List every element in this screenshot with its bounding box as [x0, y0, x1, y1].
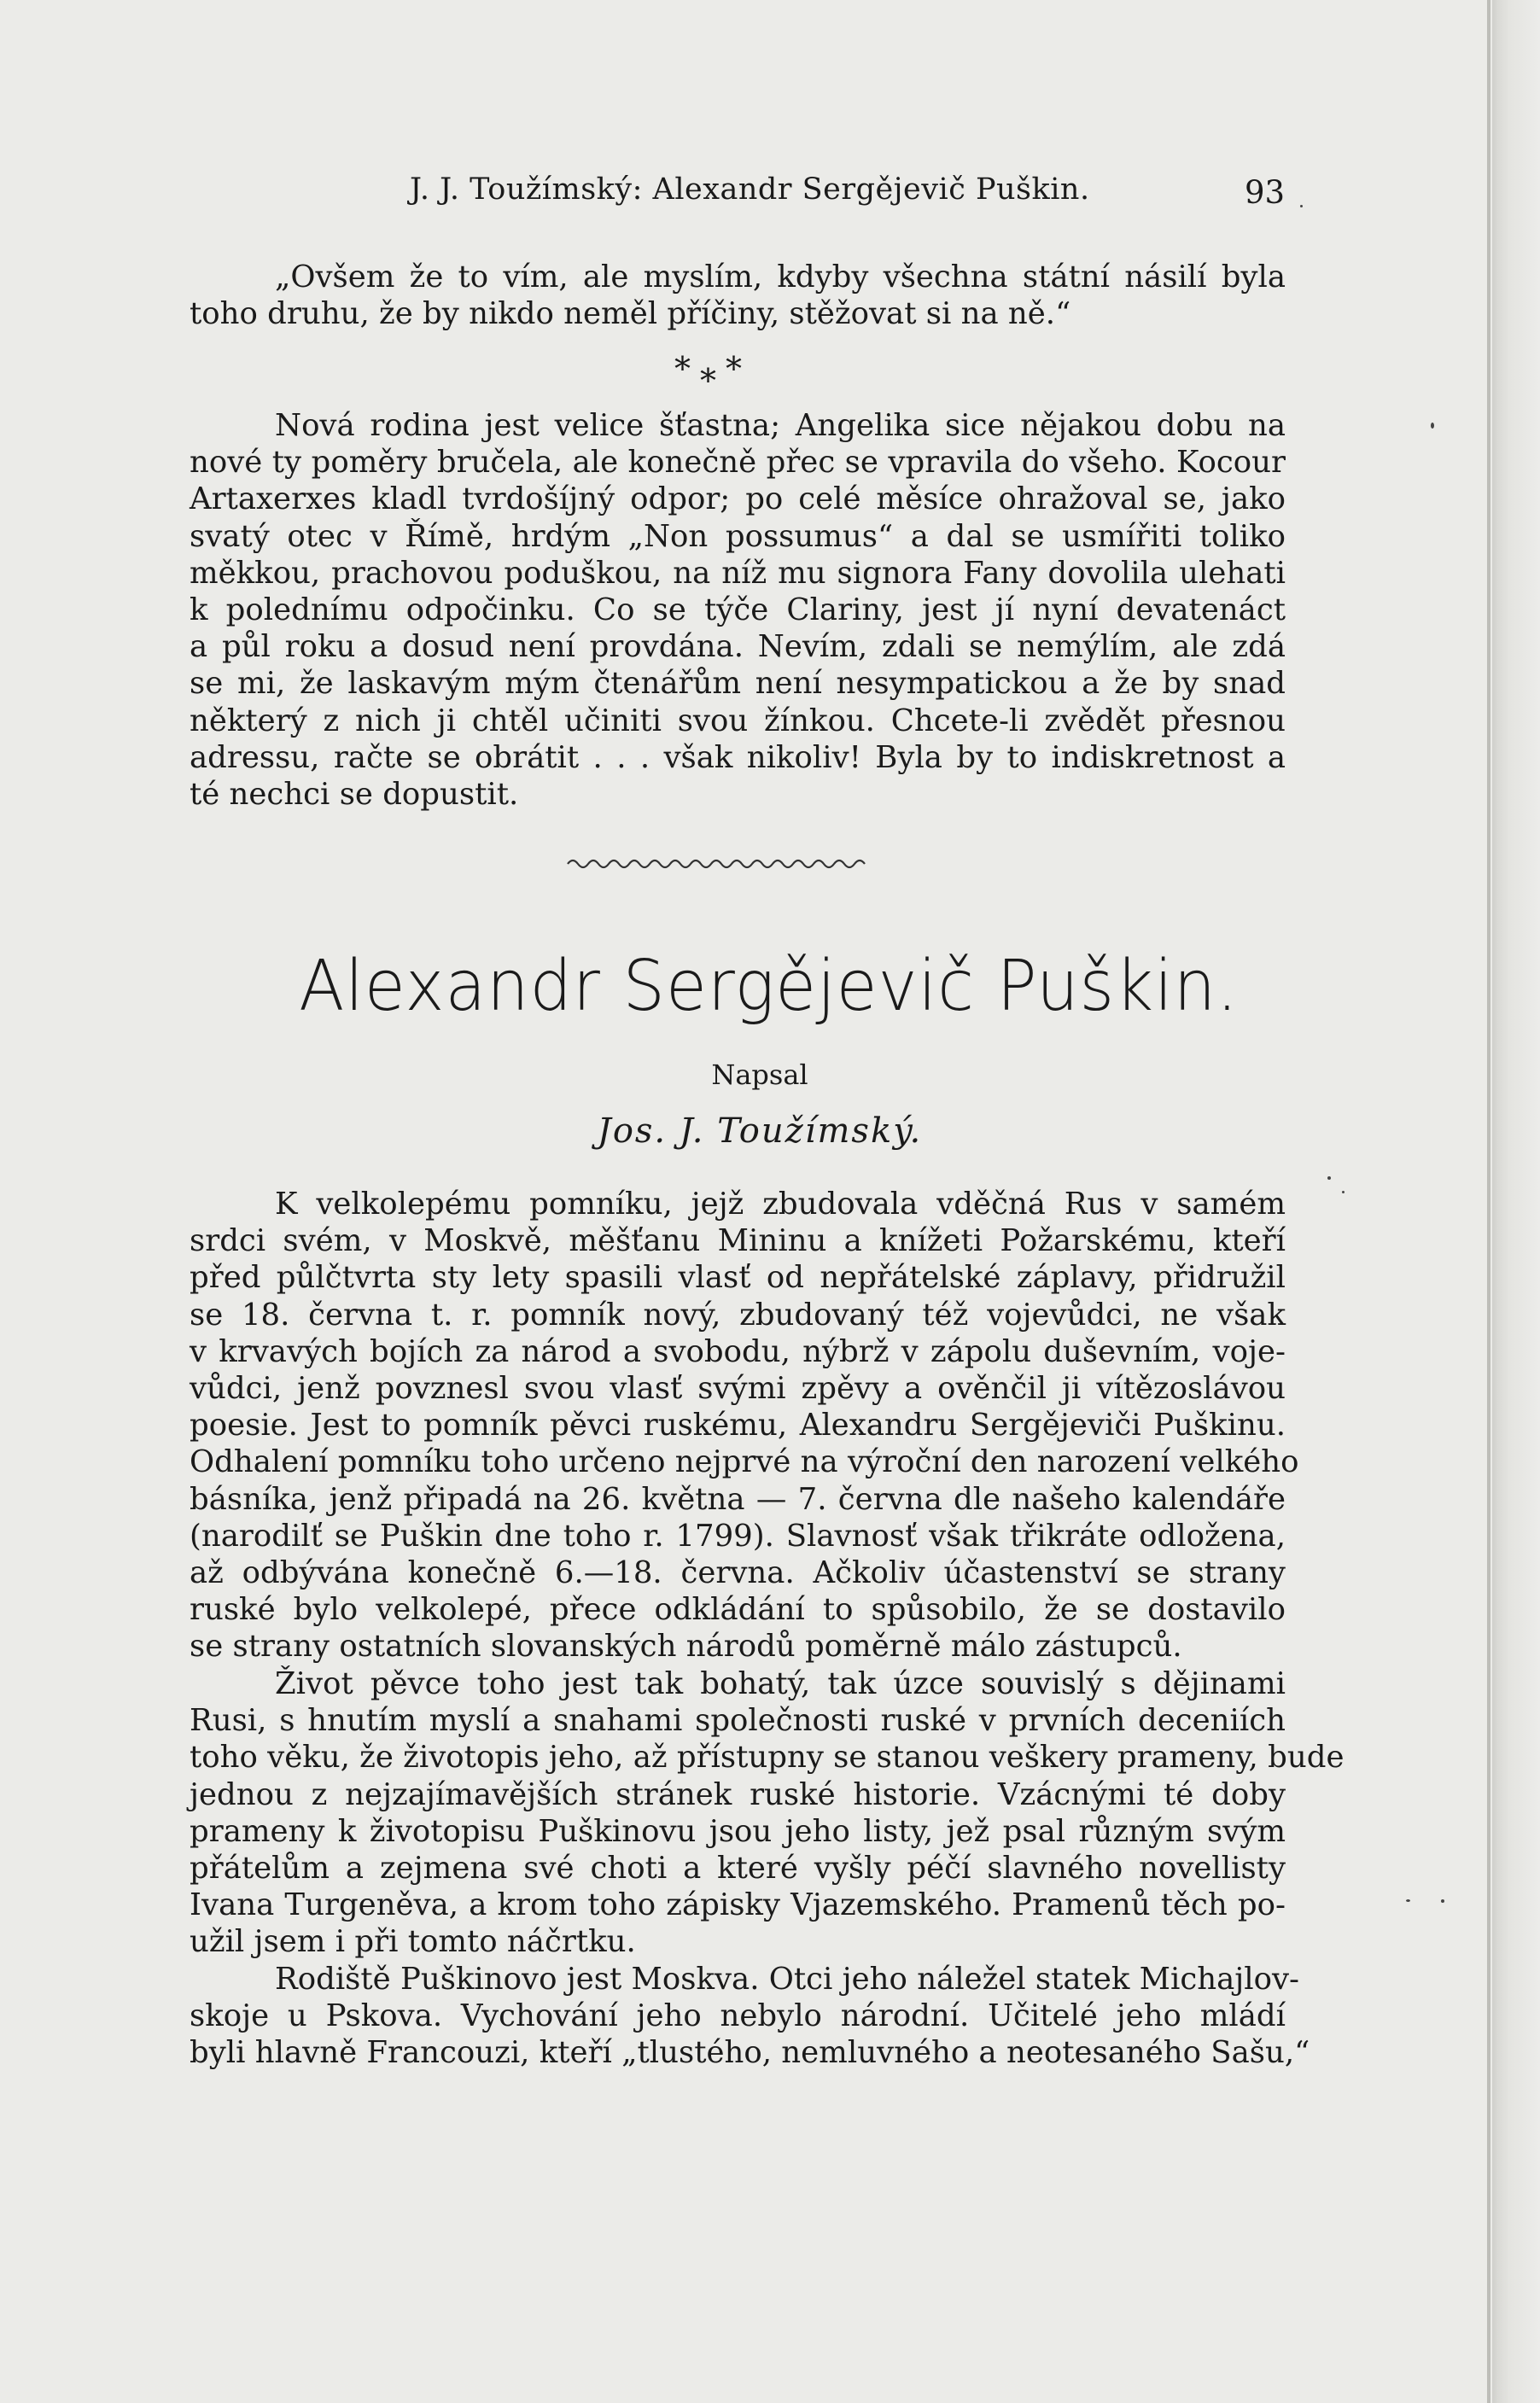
text-line: Rodiště Puškinovo jest Moskva. Otci jeho náležel statek Michajlov-	[275, 1962, 1300, 1997]
text-line: a půl roku a dosud není provdána. Nevím, zdali se nemýlím, ale zdá	[190, 629, 1286, 665]
text-line: (narodilť se Puškin dne toho r. 1799). Slavnosť však třikráte odložena,	[190, 1518, 1286, 1554]
speck	[1300, 205, 1303, 207]
text-line: toho druhu, že by nikdo neměl příčiny, stěžovat si na ně.“	[190, 296, 1071, 332]
wavy-ornament-divider	[563, 854, 888, 879]
page-number: 93	[1245, 174, 1286, 211]
text-line: adressu, račte se obrátit . . . však nikoliv! Byla by to indiskretnost a	[190, 739, 1286, 775]
article-paragraph	[190, 1961, 1310, 2072]
text-line: se mi, že laskavým mým čtenářům není nesympatickou a že by snad	[190, 666, 1286, 702]
speck	[1441, 1899, 1444, 1903]
text-line: užil jsem i při tomto náčrtku.	[190, 1924, 636, 1960]
text-line: poesie. Jest to pomník pěvci ruskému, Alexandru Sergějeviči Puškinu.	[190, 1408, 1286, 1444]
text-line: před půlčtvrta sty lety spasili vlasť od nepřátelské záplavy, přidružil	[190, 1260, 1286, 1296]
article-title: Alexandr Sergějevič Puškin.	[299, 946, 1239, 1027]
text-line: „Ovšem že to vím, ale myslím, kdyby všechna státní násilí byla	[275, 260, 1286, 295]
asterisk: *	[726, 350, 742, 388]
text-line: vůdci, jenž povznesl svou vlasť svými zpěvy a ověnčil ji vítězoslávou	[190, 1370, 1286, 1406]
text-line: přátelům a zejmena své choti a které vyšly péčí slavného novellisty	[190, 1850, 1286, 1886]
text-line: Nová rodina jest velice šťastna; Angelika sice nějakou dobu na	[275, 408, 1286, 443]
asterism-divider	[657, 350, 794, 400]
page-gutter-shadow	[1487, 0, 1490, 2403]
speck	[1342, 1191, 1345, 1193]
page-edge	[1492, 0, 1540, 2403]
text-line: ruské bylo velkolepé, přece odkládání to spůsobilo, že se dostavilo	[190, 1592, 1286, 1628]
text-line: básníka, jenž připadá na 26. května — 7. června dle našeho kalendáře	[190, 1481, 1286, 1517]
text-line: se 18. června t. r. pomník nový, zbudovaný též vojevůdci, ne však	[190, 1297, 1286, 1333]
text-line: skoje u Pskova. Vychování jeho nebylo národní. Učitelé jeho mládí	[190, 1998, 1286, 2034]
text-line: nové ty poměry bručela, ale konečně přec se vpravila do všeho. Kocour	[190, 445, 1286, 481]
asterisk: *	[700, 362, 716, 400]
speck	[1406, 1899, 1410, 1902]
text-line: Artaxerxes kladl tvrdošíjný odpor; po celé měsíce ohražoval se, jako	[190, 481, 1286, 517]
text-line: toho věku, že životopis jeho, až přístupny se stanou veškery prameny, bude	[190, 1740, 1345, 1776]
text-line: srdci svém, v Moskvě, měšťanu Mininu a knížeti Požarskému, kteří	[190, 1223, 1286, 1259]
byline-author: Jos. J. Toužímský.	[597, 1111, 923, 1151]
text-line: až odbývána konečně 6.—18. června. Ačkoliv účastenství se strany	[190, 1554, 1286, 1590]
text-line: prameny k životopisu Puškinovu jsou jeho listy, jež psal různým svým	[190, 1813, 1286, 1849]
text-line: jednou z nejzajímavějších stránek ruské historie. Vzácnými té doby	[190, 1776, 1286, 1812]
text-line: K velkolepému pomníku, jejž zbudovala vděčná Rus v samém	[275, 1187, 1286, 1222]
speck	[1327, 1176, 1331, 1180]
article-paragraph	[190, 1186, 1299, 1665]
text-line: Rusi, s hnutím myslí a snahami společnosti ruské v prvních deceniích	[190, 1703, 1286, 1739]
text-line: k polednímu odpočinku. Co se týče Clariny, jest jí nyní devatenáct	[190, 592, 1286, 627]
opening-quote	[190, 259, 1286, 332]
text-line: Život pěvce toho jest tak bohatý, tak úzce souvislý s dějinami	[275, 1666, 1286, 1701]
text-line: měkkou, prachovou poduškou, na níž mu signora Fany dovolila ulehati	[190, 555, 1286, 591]
text-line: svatý otec v Římě, hrdým „Non possumus“ a dal se usmířiti toliko	[190, 518, 1286, 554]
text-line: byli hlavně Francouzi, kteří „tlustého, nemluvného a neotesaného Sašu,“	[190, 2035, 1310, 2071]
text-line: některý z nich ji chtěl učiniti svou žínkou. Chcete-li zvědět přesnou	[190, 703, 1286, 738]
article-paragraph	[190, 1665, 1345, 1961]
closing-paragraph	[190, 407, 1286, 813]
asterisk: *	[674, 350, 691, 388]
running-title: J. J. Toužímský: Alexandr Sergějevič Puškin.	[410, 172, 1090, 207]
text-line: se strany ostatních slovanských národů poměrně málo zástupců.	[190, 1629, 1182, 1665]
text-line: Odhalení pomníku toho určeno nejprvé na výroční den narození velkého	[190, 1444, 1299, 1480]
byline-label: Napsal	[711, 1059, 808, 1091]
text-line: Ivana Turgeněva, a krom toho zápisky Vjazemského. Pramenů těch po-	[190, 1887, 1286, 1923]
speck	[1431, 423, 1434, 429]
text-line: té nechci se dopustit.	[190, 776, 519, 812]
text-line: v krvavých bojích za národ a svobodu, nýbrž v zápolu duševním, voje-	[190, 1333, 1286, 1369]
